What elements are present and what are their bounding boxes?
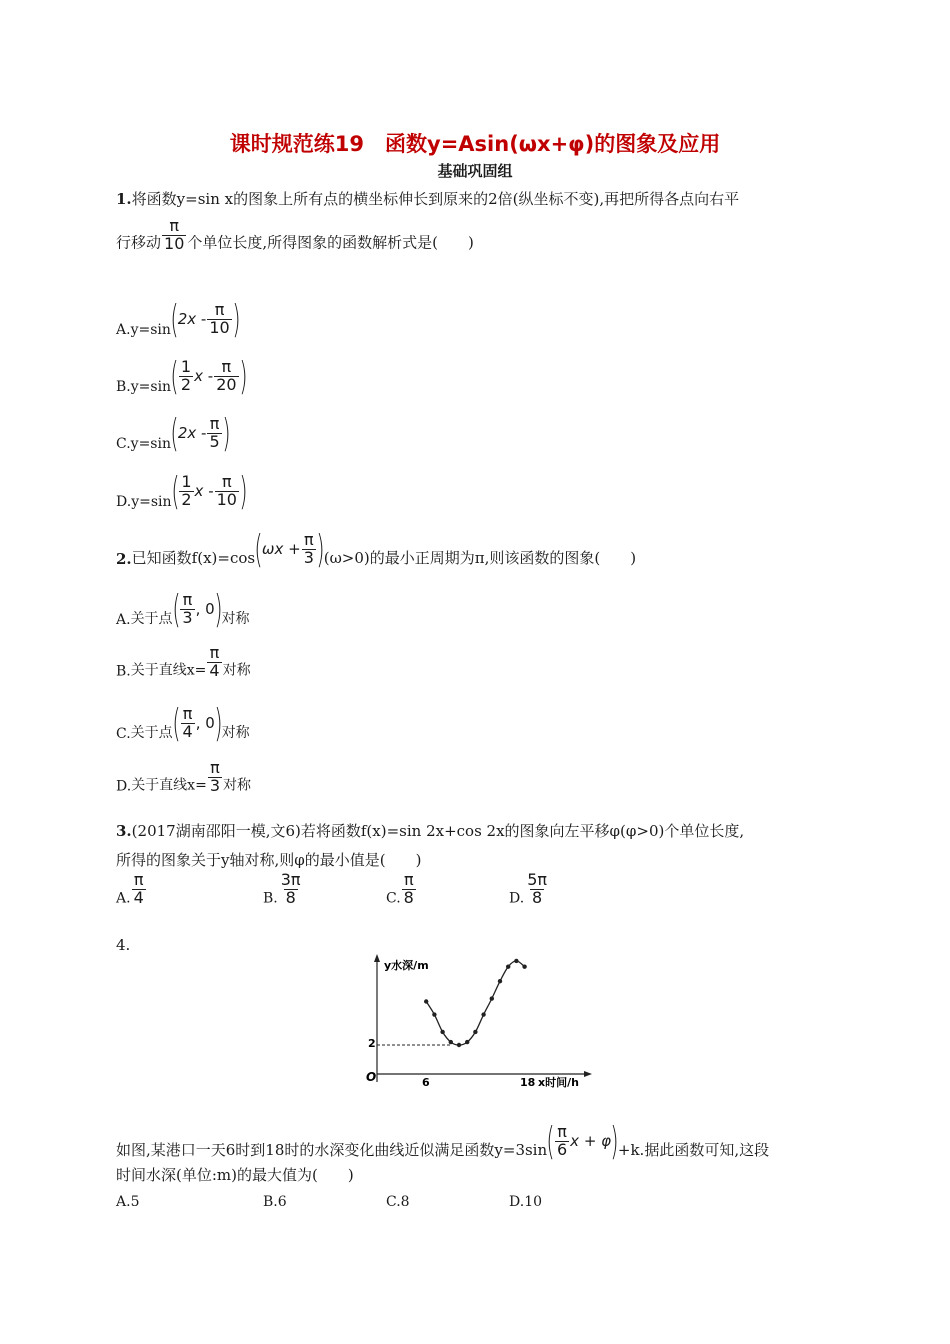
q2-option-c[interactable]: C.关于点( $\frac{\pi}{4}$ , 0)对称: [116, 701, 250, 745]
x-axis-arrow: [584, 1071, 592, 1077]
data-point: [432, 1012, 436, 1016]
q4-option-b[interactable]: B.6: [263, 1194, 287, 1210]
x-axis-label: x时间/h: [538, 1076, 579, 1089]
q1-line1: [116, 188, 739, 209]
q4-option-c[interactable]: C.8: [386, 1194, 410, 1210]
data-point: [440, 1030, 444, 1034]
data-point: [522, 965, 526, 969]
q1-option-c[interactable]: C.y=sin(2x - $\frac{\pi}{5}$ ): [116, 411, 231, 455]
data-point: [481, 1012, 485, 1016]
data-point: [457, 1043, 461, 1047]
q3-line2: 所得的图象关于y轴对称,则φ的最小值是( ): [116, 851, 422, 869]
q1-shift-fraction: $\frac{\pi}{10}$: [164, 216, 185, 253]
section-subtitle: 基础巩固组: [437, 162, 513, 180]
q3-option-c[interactable]: C. $\frac{\pi}{8}$: [386, 870, 414, 907]
x-tick-18: 18: [520, 1076, 536, 1089]
q3-option-a[interactable]: A. $\frac{\pi}{4}$: [116, 870, 144, 907]
data-point: [424, 999, 428, 1003]
data-point: [473, 1030, 477, 1034]
q4-option-d[interactable]: D.10: [509, 1194, 543, 1210]
q2-line: 2.已知函数f(x)=cos(ωx + $\frac{\pi}{3}$ )(ω>0)的最小正周期为π,则该函数的图象( ): [116, 527, 637, 571]
page-title: 课时规范练19 函数y=Asin(ωx+φ)的图象及应用: [229, 132, 721, 156]
q2-option-a[interactable]: A.关于点( $\frac{\pi}{3}$ , 0)对称: [116, 587, 250, 631]
q3-line1: 3.(2017湖南邵阳一模,文6)若将函数f(x)=sin 2x+cos 2x的图象向左平移φ(φ>0)个单位长度,: [116, 822, 745, 840]
data-point: [449, 1040, 453, 1044]
q3-option-b[interactable]: B. $\frac{3\pi}{8}$: [263, 870, 301, 907]
q4-line2: 时间水深(单位:m)的最大值为( ): [116, 1166, 354, 1184]
q1-number: 1.: [116, 190, 132, 208]
data-point: [465, 1040, 469, 1044]
q4-option-a[interactable]: A.5: [116, 1194, 140, 1210]
origin-label: O: [366, 1070, 377, 1084]
data-point: [506, 965, 510, 969]
q1-option-b[interactable]: B.y=sin( $\frac{1}{2}$ x - $\frac{\pi}{20}$ ): [116, 354, 248, 398]
q4-number: 4.: [116, 936, 131, 954]
q3-option-d[interactable]: D. $\frac{5\pi}{8}$: [509, 870, 547, 907]
q1-text: 将函数y=sin x的图象上所有点的横坐标伸长到原来的2倍(纵坐标不变),再把所得各点向右平: [131, 190, 740, 208]
data-point: [514, 959, 518, 963]
q4-line1: 如图,某港口一天6时到18时的水深变化曲线近似满足函数y=3sin( $\frac{\pi}{6}$ x + φ)+k.据此函数可知,这段: [116, 1119, 770, 1163]
depth-points: [424, 959, 527, 1047]
y-axis-label: y水深/m: [384, 959, 429, 972]
q2-option-d[interactable]: D.关于直线x= $\frac{\pi}{3}$ 对称: [116, 758, 252, 795]
q1-option-d[interactable]: D.y=sin( $\frac{1}{2}$ x - $\frac{\pi}{10}$ ): [116, 469, 248, 513]
q1-option-a[interactable]: A.y=sin(2x - $\frac{\pi}{10}$ ): [116, 297, 241, 341]
data-point: [490, 996, 494, 1000]
water-depth-chart: [360, 950, 600, 1095]
x-tick-6: 6: [422, 1076, 430, 1089]
y-axis-arrow: [374, 954, 380, 962]
y-tick-2: 2: [368, 1037, 376, 1050]
data-point: [498, 979, 502, 983]
q1-line2: 行移动 $\frac{\pi}{10}$ 个单位长度,所得图象的函数解析式是( ): [116, 216, 474, 253]
q2-option-b[interactable]: B.关于直线x= $\frac{\pi}{4}$ 对称: [116, 643, 251, 680]
